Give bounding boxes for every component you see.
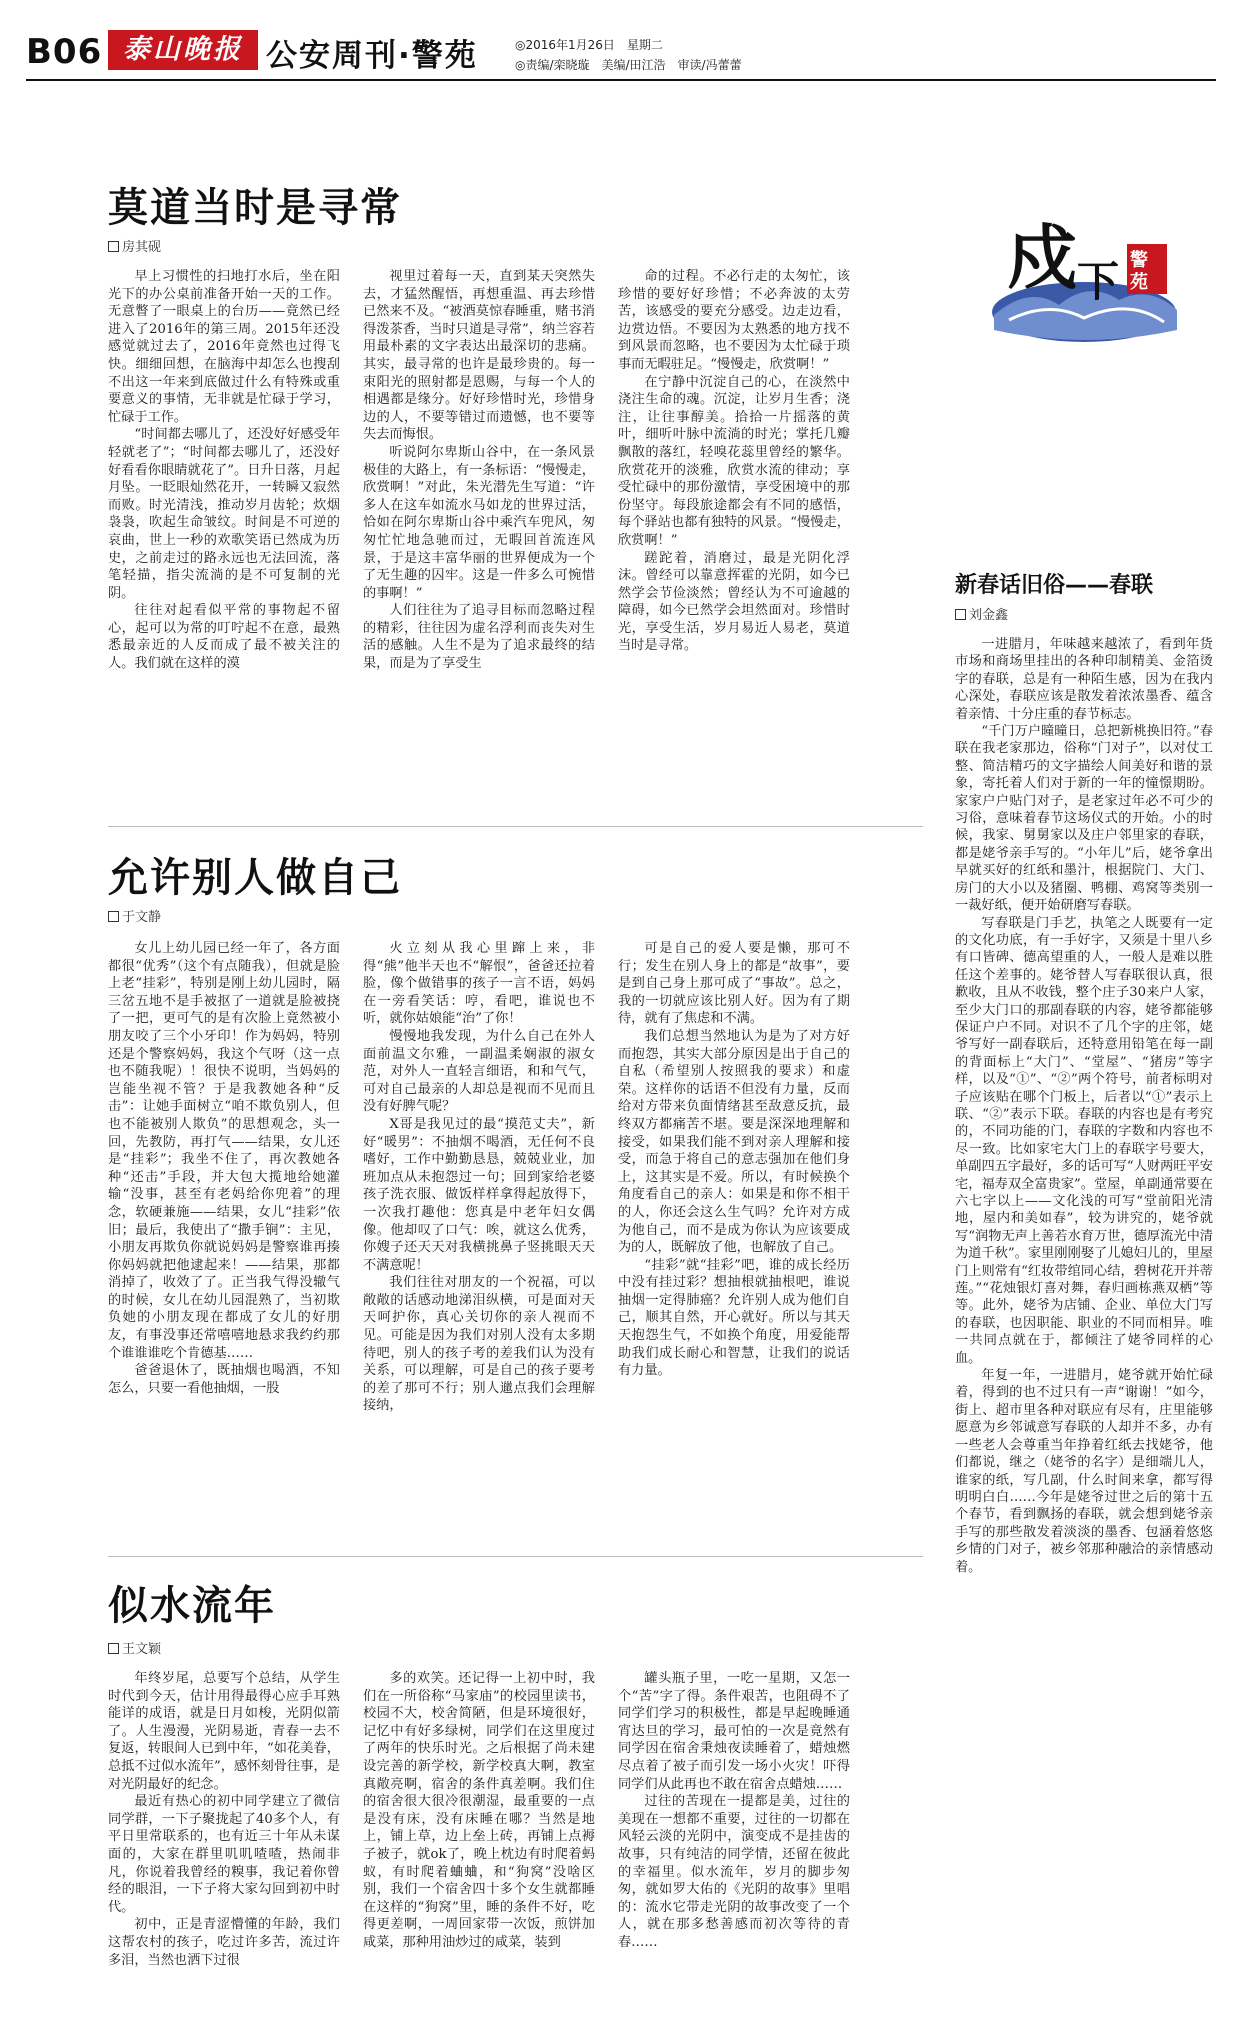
article-body <box>108 1670 850 1969</box>
paragraph: 命的过程。不必行走的太匆忙，该珍惜的要好好珍惜；不必奔波的太劳苦，该感受的要充分感受。边走边看，边赏边悟。不要因为太熟悉的地方找不到风景而忽略，也不要因为太忙碌于琐事而无暇驻足。“慢慢走，欣赏啊！” <box>618 269 850 372</box>
paragraph: 一进腊月，年味越来越浓了，看到年货市场和商场里挂出的各种印制精美、金箔烫字的春联，总是有一种陌生感，因为在我内心深处，春联应该是散发着浓浓墨香、蕴含着亲情、十分庄重的春节标志。 <box>955 637 1213 722</box>
article-divider <box>108 826 923 827</box>
paragraph: 火立刻从我心里蹿上来，非得“熊”他半天也不“解恨”，爸爸还拉着脸，像个做错事的孩子一言不语，妈妈在一旁看笑话：哼，看吧，谁说也不听，就你姑娘能“治”了你！ <box>363 941 595 1027</box>
square-outline-icon <box>108 911 119 922</box>
masthead <box>0 0 1240 86</box>
paragraph: 我们往往对朋友的一个祝福，可以敞敞的话感动地涕泪纵横，可是面对天天呵护你，真心关切你的亲人视而不见。可能是因为我们对别人没有太多期待吧，别人的孩子考的差我们认为没有关系，可以理解，可是自己的孩子要考的差了那可不行；别人邋点我们会理解接纳， <box>363 1275 595 1414</box>
section-title: 公安周刊·警苑 <box>266 38 478 74</box>
svg-text:下: 下 <box>1077 257 1120 306</box>
paragraph: “挂彩”就“挂彩”吧，谁的成长经历中没有挂过彩？想抽根就抽根吧，谁说抽烟一定得肺癌？允许别人成为他们自己，顺其自然，开心就好。所以与其天天抱怨生气，不如换个角度，用爱能帮助我们成长耐心和智慧，让我们的说话有力量。 <box>618 1257 850 1379</box>
paragraph: 写春联是门手艺，执笔之人既要有一定的文化功底，有一手好字，又须是十里八乡有口皆碑、德高望重的人，一般人是难以胜任这个差事的。姥爷替人写春联很认真，很歉收，且从不收钱，整个庄子30来户人家，至少大门口的那副春联的内容，姥爷都能够保证户户不同。对识不了几个字的庄邻，姥爷写好一副春联后，还特意用铅笔在每一副的背面标上“大门”、“堂屋”、“猪房”等字样，以及“①”、“②”两个符号，前者标明对子应该贴在哪个门板上，后者以“①”表示上联、“②”表示下联。春联的内容也是有考究的，不同功能的门，春联的字数和内容也不尽一致。比如家宅大门上的春联字号要大，单副四五字最好，多的话可写“人财两旺平安宅，福寿双全富贵家”。堂屋，单副通常要在六七字以上——文化浅的可写“堂前阳光清地，屋内和美如春”，较为讲究的，姥爷就写“润物无声上善若水育万世，德厚流光中清为道千秋”。家里刚刚娶了儿媳妇儿的，里屋门上则常有“红妆带绾同心结，碧树花开并蒂莲。”“花烛银灯喜对舞，春归画栋燕双栖”等等。此外，姥爷为店铺、企业、单位大门写的春联，也因职能、职业的不同而相异。唯一共同点就在于，都倾注了姥爷同样的心血。 <box>955 915 1213 1366</box>
text-column <box>108 1670 340 1969</box>
paragraph: 多的欢笑。还记得一上初中时，我们在一所俗称“马家庙”的校园里读书，校园不大，校舍简陋，但是环境很好，记忆中有好多绿树，同学们在这里度过了两年的快乐时光。之后根据了尚未建设完善的新学校，新学校真大啊，教室真敞亮啊，宿舍的条件真差啊。我们住的宿舍很大很冷很潮湿，最重要的一点是没有床，没有床睡在哪？当然是地上，铺上草，边上垒上砖，再铺上点褥子被子，就ok了，晚上枕边有时爬着蚂蚁，有时爬着蛐蛐，和“狗窝”没啥区别，我们一个宿舍四十多个女生就都睡在这样的“狗窝”里，睡的条件不好，吃得更差啊，一周回家带一次饭，煎饼加咸菜，那种用油炒过的咸菜，装到 <box>363 1671 595 1950</box>
paragraph: 初中，正是青涩懵懂的年龄，我们这帮农村的孩子，吃过许多苦，流过许多泪，当然也洒下过很 <box>108 1917 340 1968</box>
paragraph: 过往的苦现在一提都是美，过往的美现在一想都不重要，过往的一切都在风轻云淡的光阴中，演变成不是挂齿的故事，只有纯洁的同学情，还留在彼此的幸福里。似水流年，岁月的脚步匆匆，就如罗大佑的《光阴的故事》里唱的：流水它带走光阴的故事改变了一个人，就在那多愁善感而初次等待的青春…… <box>618 1794 850 1950</box>
square-outline-icon <box>108 1643 119 1654</box>
paragraph: 早上习惯性的扫地打水后，坐在阳光下的办公桌前准备开始一天的工作。无意瞥了一眼桌上的台历——竟然已经进入了2016年的第三周。2015年还没感觉就过去了，2016年竟然也过得飞快。细细回想，在脑海中却怎么也搜刮不出这一年来到底做过什么有特殊或重要意义的事情，无非就是忙碌于学习，忙碌于工作。 <box>108 269 340 425</box>
paragraph: 听说阿尔卑斯山谷中，在一条风景极佳的大路上，有一条标语：“慢慢走，欣赏啊！”对此，朱光潜先生写道：“许多人在这车如流水马如龙的世界过活，恰如在阿尔卑斯山谷中乘汽车兜风，匆匆忙忙地急驰而过，无暇回首流连风景，于是这丰富华丽的世界便成为一个了无生趣的囚牢。这是一件多么可惋惜的事啊！” <box>363 444 595 601</box>
paragraph: 在宁静中沉淀自己的心，在淡然中浇注生命的魂。沉淀，让岁月生香；浇注，让往事醇美。拾拾一片摇落的黄叶，细听叶脉中流淌的时光；掌托几瓣飘散的落红，轻嗅花蕊里曾经的繁华。欣赏花开的淡雅，欣赏水流的律动；享受忙碌中的那份激情，享受困境中的那份坚守。每段旅途都会有不同的感悟，每个驿站也都有独特的风景。“慢慢走，欣赏啊！” <box>618 374 850 548</box>
article-body <box>108 268 850 673</box>
paragraph: X哥是我见过的最“摸范丈夫”，新好“暖男”：不抽烟不喝酒，无任何不良嗜好，工作中勤勤恳恳，兢兢业业，加班加点从未抱怨过一句；回到家给老婆孩子洗衣服、做饭样样拿得起放得下，一次我打趣他：您真是中老年妇女偶像。他却叹了口气：唉，就这么优秀，你嫂子还天天对我横挑鼻子竖挑眼天天不满意呢！ <box>363 1116 595 1273</box>
text-column <box>108 268 340 673</box>
article-title: 允许别人做自己 <box>108 855 402 901</box>
paragraph: 可是自己的爱人要是懒，那可不行；发生在别人身上的都是“故事”，要是到自己身上那可成了“事故”。总之，我的一切就应该比别人好。因为有了期待，就有了焦虑和不满。 <box>618 941 850 1027</box>
paragraph: 女儿上幼儿园已经一年了，各方面都很“优秀”（这个有点随我），但就是脸上老“挂彩”，特别是刚上幼儿园时，隔三岔五地不是手被抠了一道就是脸被挠了一把，更可气的是有次脸上竟然被小朋友咬了三个小牙印！作为妈妈，特别还是个警察妈妈，我这个气呀（这一点也不随我呢）！很快不说明，当妈妈的岂能坐视不管？于是我教她各种“反击”：让她手面树立“咱不欺负别人，但也不能被别人欺负”的思想观念，头一回，先教防，再打气——结果，女儿还是“挂彩”；我坐不住了，再次教她各种“还击”手段，并大包大揽地给她灌输“没事，甚至有老妈给你兜着”的理念，软硬兼施——结果，女儿“挂彩”依旧；最后，我使出了“撒手锏”：主见，小朋友再欺负你就说妈妈是警察谁再揍你妈妈就把他逮起来！——结果，那都消掉了，收效了了。正当我气得没辙气的时候，女儿在幼儿园混熟了，当初欺负她的小朋友现在都成了女儿的好朋友，有事没事还常嘻嘻地悬求我约约那个谁谁谁吃个肯德基…… <box>108 941 340 1361</box>
header-rule <box>26 79 1216 81</box>
article-title: 莫道当时是寻常 <box>108 185 402 231</box>
paragraph: 人们往往为了追寻目标而忽略过程的精彩，往往因为虚名浮利而丧失对生活的感触。人生不是为了追求最终的结果，而是为了享受生 <box>363 603 595 672</box>
paragraph: “时间都去哪儿了，还没好好感受年轻就老了”；“时间都去哪儿了，还没好好看看你眼睛就花了”。日升日落，月起月坠。一眨眼灿然花开，一转瞬又寂然而败。时光清浅，推动岁月齿轮；炊烟袅袅，吹起生命皱纹。时间是不可逆的哀曲，世上一秒的欢歌笑语已然成为历史，之前走过的路永远也无法回流，落笔轻描，指尖流淌的是不可复制的光阴。 <box>108 427 340 601</box>
editor-line: ◎责编/栾晓璇 美编/田江浩 审读/冯蕾蕾 <box>515 58 742 72</box>
text-column <box>108 940 340 1415</box>
column-logo <box>989 200 1179 350</box>
sidebar-title: 新春话旧俗——春联 <box>955 573 1154 598</box>
text-column <box>618 268 850 673</box>
svg-text:苑: 苑 <box>1130 272 1148 293</box>
article-divider <box>108 1556 923 1557</box>
paragraph: 罐头瓶子里，一吃一星期，又怎一个“苦”字了得。条件艰苦，也阻碍不了同学们学习的积极性，都是早起晚睡通宵达旦的学习，最可怕的一次是竟然有同学因在宿舍秉烛夜读睡着了，蜡烛燃尽点着了被子而引发一场小火灾！吓得同学们从此再也不敢在宿舍点蜡烛…… <box>618 1671 850 1792</box>
paragraph: 我们总想当然地认为是为了对方好而抱怨，其实大部分原因是出于自己的自私（希望别人按照我的要求）和虚荣。这样你的话语不但没有力量，反而给对方带来负面情绪甚至敌意反抗，最终双方都痛苦不堪。要是深深地理解和接受，如果我们能不到对亲人理解和接受，而急于将自己的意志强加在他们身上，这其实是不爱。所以，有时候换个角度看自己的亲人：如果是和你不相干的人，你还会这么生气吗？允许对方成为他自己，而不是成为你认为应该要成为的人，既解放了他，也解放了自己。 <box>618 1028 850 1256</box>
paragraph: “千门万户曈曈日，总把新桃换旧符。”春联在我老家那边，俗称“门对子”，以对仗工整、简洁精巧的文字描绘人间美好和谐的景象，寄托着人们对于新的一年的憧憬期盼。家家户户贴门对子，是老家过年必不可少的习俗，意味着春节这场仪式的开始。小的时候，我家、舅舅家以及庄户邻里家的春联，都是姥爷亲手写的。“小年儿”后，姥爷拿出早就买好的红纸和墨汁，根据院门、大门、房门的大小以及猪圈、鸭棚、鸡窝等类别一一裁好纸，便开始研磨写春联。 <box>955 724 1213 914</box>
date-line: ◎2016年1月26日 星期二 <box>515 38 663 52</box>
article-title: 似水流年 <box>108 1583 276 1629</box>
svg-text:警: 警 <box>1130 250 1148 271</box>
article-author: 房其砚 <box>108 236 161 255</box>
sidebar-body <box>955 636 1213 1576</box>
paragraph: 蹉跎着，消磨过，最是光阴化浮沫。曾经可以靠意挥霍的光阴，如今已然学会节俭淡然；曾经认为不可逾越的障碍，如今已然学会坦然面对。珍惜时光，享受生活，岁月易近人易老，莫道当时是寻常。 <box>618 550 850 654</box>
paragraph: 往往对起看似平常的事物起不留心，起可以为常的叮咛起不在意，最熟悉最亲近的人反而成了最不被关注的人。我们就在这样的漠 <box>108 603 340 672</box>
text-column <box>618 1670 850 1969</box>
text-column <box>363 1670 595 1969</box>
brand-name: 泰山晚报 <box>123 34 243 65</box>
text-column <box>618 940 850 1415</box>
newspaper-logo <box>108 30 258 70</box>
column-logo-art <box>989 200 1179 350</box>
text-column <box>363 268 595 673</box>
paragraph: 慢慢地我发现，为什么自己在外人面前温文尔雅，一副温柔娴淑的淑女范，对外人一直轻言细语，和和气气，可对自己最亲的人却总是视而不见而且没有好脾气呢？ <box>363 1028 595 1115</box>
article-author: 于文静 <box>108 906 161 925</box>
square-outline-icon <box>108 241 119 252</box>
article-body <box>108 940 850 1415</box>
article-author: 王文颖 <box>108 1638 161 1657</box>
svg-text:戍: 戍 <box>1007 216 1077 299</box>
paragraph: 最近有热心的初中同学建立了微信同学群，一下子聚拢起了40多个人，有平日里常联系的，也有近三十年从未谋面的，大家在群里叽叽喳喳，热闹非凡，你说着我曾经的糗事，我记着你曾经的眼泪，一下子将大家勾回到初中时代。 <box>108 1794 340 1915</box>
paragraph: 年终岁尾，总要写个总结，从学生时代到今天，估计用得最得心应手耳熟能详的成语，就是日月如梭，光阴似箭了。人生漫漫，光阴易逝，青春一去不复返，转眼间人已到中年，“如花美眷，总抵不过似水流年”，感怀刻骨往事，是对光阴最好的纪念。 <box>108 1671 340 1792</box>
paragraph: 视里过着每一天，直到某天突然失去，才猛然醒悟，再想重温、再去珍惜已然来不及。“被酒莫惊春睡重，赌书消得泼茶香，当时只道是寻常”，纳兰容若用最朴素的文字表达出最深切的悲痛。其实，最寻常的也许是最珍贵的。每一束阳光的照射都是恩赐，与每一个人的相遇都是缘分。好好珍惜时光，珍惜身边的人，不要等错过而遗憾，也不要等失去而悔恨。 <box>363 269 595 443</box>
square-outline-icon <box>955 609 966 620</box>
text-column <box>363 940 595 1415</box>
page-number: B06 <box>26 32 103 72</box>
paragraph: 年复一年，一进腊月，姥爷就开始忙碌着，得到的也不过只有一声“谢谢！”如今，街上、超市里各种对联应有尽有，庄里能够愿意为乡邻诚意写春联的人却并不多，办有一些老人会尊重当年挣着红纸去找姥爷，他们都说，继之（姥爷的名字）是细端儿人，谁家的纸，写几副，什么时间来拿，都写得明明白白……今年是姥爷过世之后的第十五个春节，看到飘扬的春联，就会想到姥爷亲手写的那些散发着淡淡的墨香、包涵着悠悠乡情的门对子，被乡邻那种融洽的亲情感动着。 <box>955 1368 1213 1575</box>
paragraph: 爸爸退休了，既抽烟也喝酒，不知怎么，只要一看他抽烟，一股 <box>108 1363 340 1396</box>
sidebar-author: 刘金鑫 <box>955 604 1008 623</box>
